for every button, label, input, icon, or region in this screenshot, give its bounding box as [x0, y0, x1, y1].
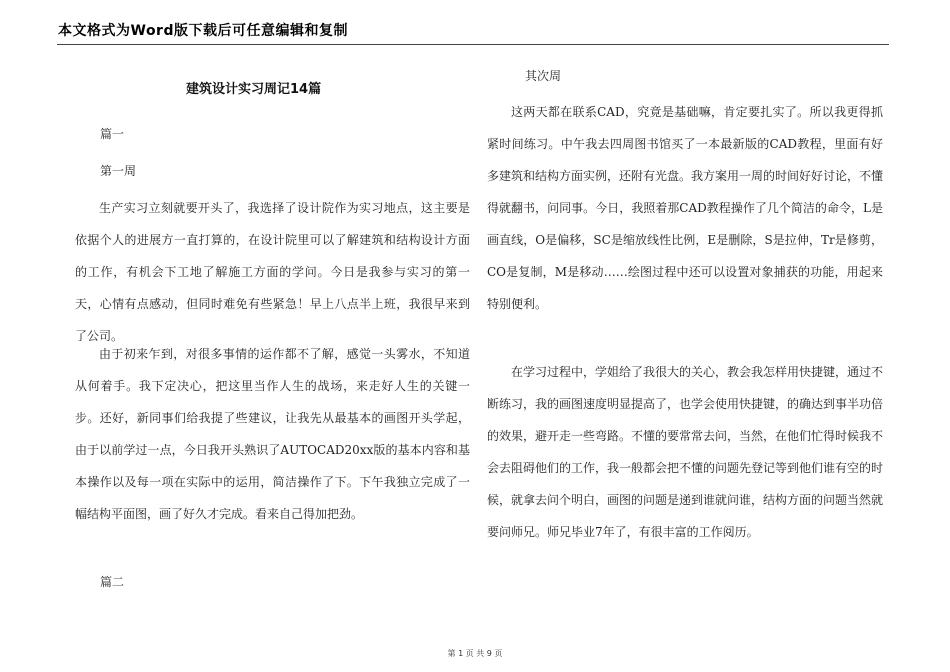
- page-number: 第 1 页 共 9 页: [447, 649, 503, 658]
- document-title: 建筑设计实习周记14篇: [186, 82, 322, 97]
- section-heading-2: 篇二: [100, 575, 125, 589]
- week-heading-2: 其次周: [525, 69, 562, 83]
- section-heading-1: 篇一: [100, 127, 125, 141]
- paragraph-left-1: 生产实习立刻就要开头了，我选择了设计院作为实习地点，这主要是依据个人的进展方一直打算的，在设计院里可以了解建筑和结构设计方面的工作，有机会下工地了解施工方面的学问。今日是我参与实习的第一天，心情有点感动，但同时难免有些紧急！早上八点半上班，我很早来到了公司。: [75, 201, 470, 343]
- paragraph-right-2: 在学习过程中，学姐给了我很大的关心，教会我怎样用快捷键，通过不断练习，我的画图速度明显提高了，也学会使用快捷键，的确达到事半功倍的效果，避开走一些弯路。不懂的要常常去问，当然，在他们忙得时候我不会去阻碍他们的工作，我一般都会把不懂的问题先登记等到他们谁有空的时候，就拿去问个明白，画图的问题是递到谁就问谁，结构方面的问题当然就要问师兄。师兄毕业7年了，有很丰富的工作阅历。: [487, 365, 884, 539]
- header-divider: [57, 44, 889, 45]
- paragraph-right-1: 这两天都在联系CAD，究竟是基础嘛，肯定要扎实了。所以我更得抓紧时间练习。中午我去四周图书馆买了一本最新版的CAD教程，里面有好多建筑和结构方面实例，还附有光盘。我方案用一周的时间好好讨论，不懂得就翻书，问同事。今日，我照着那CAD教程操作了几个简洁的命令，L是画直线，O是偏移，SC是缩放线性比例，E是删除，S是拉伸，Tr是修剪，CO是复制，M是移动……绘图过程中还可以设置对象捕获的功能，用起来特别便利。: [487, 105, 884, 311]
- paragraph-left-2: 由于初来乍到，对很多事情的运作都不了解，感觉一头雾水，不知道从何着手。我下定决心，把这里当作人生的战场，来走好人生的关键一步。还好，新同事们给我提了些建议，让我先从最基本的画图开头学起，由于以前学过一点，今日我开头熟识了AUTOCAD20xx版的基本内容和基本操作以及每一项在实际中的运用，简洁操作了下。下午我独立完成了一幅结构平面图，画了好久才完成。看来自己得加把劲。: [75, 347, 470, 521]
- download-banner: 本文格式为Word版下载后可任意编辑和复制: [58, 23, 348, 39]
- week-heading-1: 第一周: [100, 164, 137, 178]
